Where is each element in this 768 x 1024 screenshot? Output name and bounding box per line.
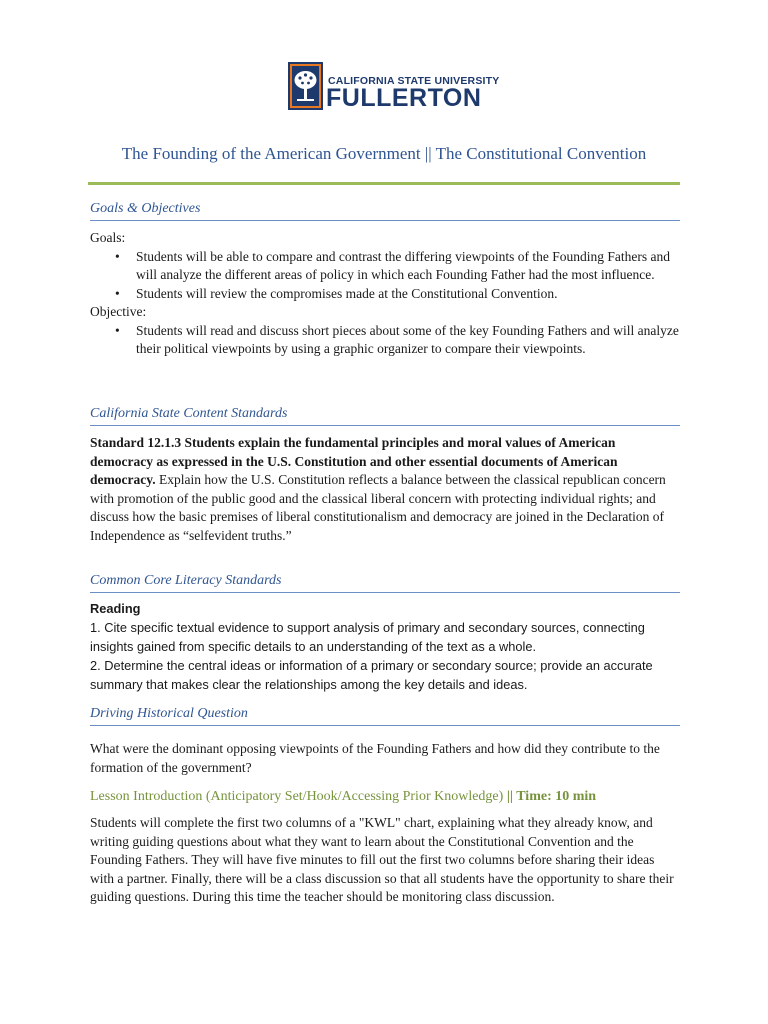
objective-label: Objective: (90, 304, 147, 319)
title-divider (88, 182, 680, 185)
standards-text (90, 434, 680, 545)
goals-section (90, 200, 680, 359)
logo-campus-name: FULLERTON (326, 84, 482, 112)
driving-question-section (90, 705, 680, 777)
lesson-heading-text: Lesson Introduction (Anticipatory Set/Hook/Accessing Prior Knowledge) (90, 789, 504, 804)
lesson-time: || Time: 10 min (503, 789, 597, 804)
standards-section (90, 405, 680, 545)
section-heading: Common Core Literacy Standards (90, 572, 680, 593)
list-item: • Students will review the compromises made at the Constitutional Convention. (90, 285, 680, 304)
standard-body: Explain how the U.S. Constitution reflects a balance between the classical republican concern with promotion of the public good and the classical liberal concern with protecting individual rights; and discuss how the basic premises of liberal constitutionalism and democracy are joined in the Declaration of Independence as “selfevident truths.” (90, 472, 666, 543)
list-item: 1. Cite specific textual evidence to support analysis of primary and secondary sources, connecting insights gained from specific details to an understanding of the text as a whole. (90, 620, 645, 654)
objectives-list (90, 322, 680, 359)
section-heading: Goals & Objectives (90, 200, 680, 221)
common-core-section (90, 572, 680, 694)
standard-title: Standard 12.1.3 Students explain the fundamental principles and moral values of American democracy as expressed in the U.S. Constitution and other essential documents of American democracy. (90, 435, 618, 487)
csuf-logo (288, 62, 500, 114)
university-emblem-icon (288, 62, 323, 110)
section-heading (90, 788, 680, 808)
section-heading: California State Content Standards (90, 405, 680, 426)
driving-question-text: What were the dominant opposing viewpoints of the Founding Fathers and how did they contribute to the formation of the government? (90, 741, 660, 775)
list-item: • Students will be able to compare and contrast the differing viewpoints of the Founding Fathers and will analyze the different areas of policy in which each Founding Father had the most influence. (90, 248, 680, 285)
lesson-intro-text: Students will complete the first two columns of a "KWL" chart, explaining what they already know, and writing guiding questions about what they want to learn about the Constitutional Convention and the Founding Fathers. They will have five minutes to fill out the first two columns before sharing their ideas with a partner. Finally, there will be a class discussion so that all students have the opportunity to share their guiding questions. During this time the teacher should be monitoring class discussion. (90, 815, 674, 904)
lesson-intro-section (90, 788, 680, 907)
list-item: • Students will read and discuss short pieces about some of the key Founding Fathers and will analyze their political viewpoints by using a graphic organizer to compare their viewpoints. (90, 322, 680, 359)
reading-subheading: Reading (90, 601, 141, 616)
goals-list (90, 248, 680, 304)
section-heading: Driving Historical Question (90, 705, 680, 726)
logo-university-name: CALIFORNIA STATE UNIVERSITY (328, 75, 500, 87)
list-item: 2. Determine the central ideas or information of a primary or secondary source; provide an accurate summary that makes clear the relationships among the key details and ideas. (90, 658, 653, 692)
document-title: The Founding of the American Government || The Constitutional Convention (121, 144, 647, 163)
goals-label: Goals: (90, 230, 126, 245)
